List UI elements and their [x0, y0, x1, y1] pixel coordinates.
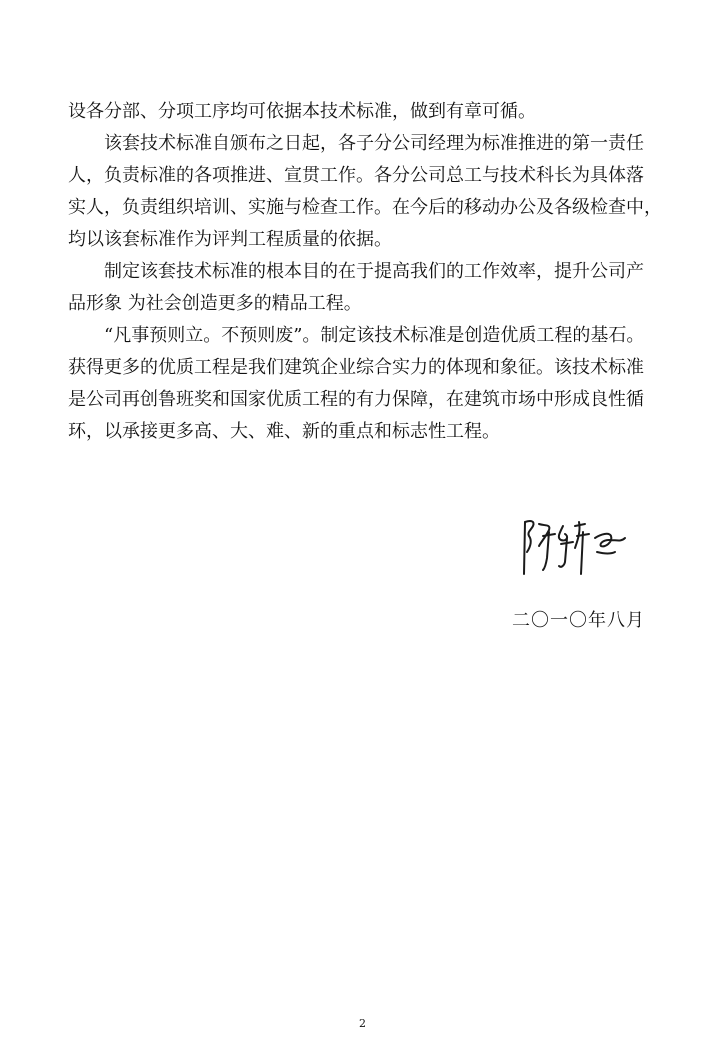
text-line: 获得更多的优质工程是我们建筑企业综合实力的体现和象征。该技术标准 — [68, 357, 644, 378]
text-line: 制定该套技术标准的根本目的在于提高我们的工作效率，提升公司产 — [104, 261, 644, 282]
signature-stroke — [575, 522, 589, 574]
date-line: 二〇一〇年八月 — [512, 610, 645, 631]
text-line: 均以该套标准作为评判工程质量的依据。 — [68, 229, 392, 250]
signature-stroke — [597, 552, 615, 554]
handwritten-signature — [515, 512, 635, 584]
signature-stroke — [595, 534, 625, 547]
text-line: 该套技术标准自颁布之日起，各子分公司经理为标准推进的第一责任 — [104, 133, 644, 154]
text-line: “凡事预则立。不预则废”。制定该技术标准是创造优质工程的基石。 — [104, 325, 645, 346]
text-line: 环，以承接更多高、大、难、新的重点和标志性工程。 — [68, 421, 500, 442]
signature-stroke — [559, 526, 573, 567]
text-line: 实人，负责组织培训、实施与检查工作。在今后的移动办公及各级检查中， — [68, 197, 662, 218]
text-line: 是公司再创鲁班奖和国家优质工程的有力保障，在建筑市场中形成良性循 — [68, 389, 644, 410]
signature-stroke — [525, 521, 534, 552]
body-text — [68, 96, 668, 448]
text-line: 设各分部、分项工序均可依据本技术标准，做到有章可循。 — [68, 101, 536, 122]
text-line: 人，负责标准的各项推进、宣贯工作。各分公司总工与技术科长为具体落 — [68, 165, 644, 186]
signature-stroke — [539, 524, 555, 570]
page-number: 2 — [359, 1017, 366, 1030]
text-line: 品形象 为社会创造更多的精品工程。 — [68, 293, 362, 314]
signature-stroke — [524, 522, 525, 574]
